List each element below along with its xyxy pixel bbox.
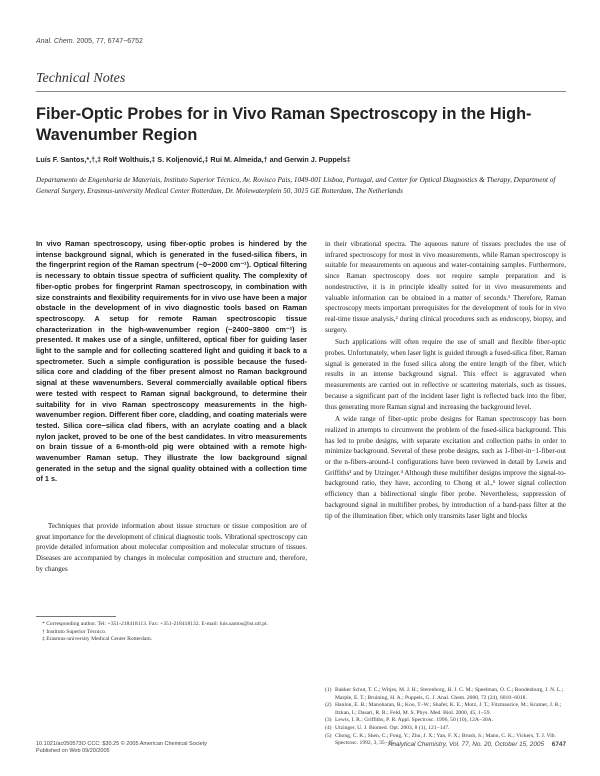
footnote-corresponding-author: * Corresponding author. Tel: +351-218418113. Fax: +351-218418132. E-mail: luis.santos@ist.utl.pt.: [42, 621, 268, 627]
reference-number: (5): [325, 732, 332, 739]
reference-text: Chong, C. K.; Shen, C.; Fong, Y.; Zhu, J. X.; Yan, F. X.; Brush, S.; Mann, C. K.; Vickers, T. J. Vib. Spectrosc. 1992, 3, 35−45.: [335, 732, 556, 747]
reference-text: Hanlon, E. B.; Manoharan, R.; Koo, T.-W.; Shafer, K. E.; Motz, J. T.; Fitzmaurice, M.; Kramer, J. R.; Itzkan, I.; Dasari, R. R.; Feld, M. S. Phys. Med. Biol. 2000, 45, 1−59.: [335, 702, 562, 716]
affiliations: Departamento de Engenharia de Materiais, Instituto Superior Técnico, Av. Rovisco Pais, 1049-001 Lisboa, Portugal, and Center for Optical Diagnostics & Therapy, Department of General Surgery, Erasmus-university Medical Center Rotterdam, Dr. Molewaterplein 50, 3015 GE Rotterdam, The Netherlands: [36, 176, 556, 195]
page-footer: [336, 741, 566, 748]
reference-item: [325, 725, 566, 733]
footnote-divider: [36, 616, 116, 617]
reference-number: (3): [325, 717, 332, 724]
journal-name: Anal. Chem.: [36, 38, 75, 45]
right-column: [325, 239, 566, 523]
reference-number: (1): [325, 687, 332, 693]
footnote-affiliation-erasmus: ‡ Erasmus-university Medical Center Rotterdam.: [42, 636, 153, 643]
reference-number: (2): [325, 702, 332, 709]
author-list: Luís F. Santos,*,†,‡ Rolf Wolthuis,‡ S. Koljenović,‡ Rui M. Almeida,† and Gerwin J. Puppels‡: [36, 155, 351, 164]
body-paragraph: in their vibrational spectra. The aqueous nature of tissues precludes the use of infrared spectroscopy for most in vivo measurements, while Raman spectroscopy is suitable for measurements on aqueous and water-containing samples. Furthermore, since Raman spectroscopy does not require sample preparation and is nondestructive, it is in principle ideally suited for in vivo measurements and valuable information can be obtained in a matter of seconds.¹ Therefore, Raman spectroscopy meets important prerequisites for the development of tools for in vivo real-time tissue analysis,² during clinical procedures such as endoscopy, biopsy, and surgery.: [325, 240, 566, 334]
reference-item: [325, 702, 566, 717]
reference-text: Lewis, I. R.; Griffiths, P. R. Appl. Spectrosc. 1996, 50 (10), 12A−30A.: [335, 717, 494, 724]
body-paragraph: Such applications will often require the use of small and flexible fiber-optic probes. Unfortunately, when laser light is guided through a fused-silica fiber, Raman signal is generated in the fused silica along the entire length of the fiber, which results in an intense background signal. This effect is aggravated when measurements are carried out in reflective or scattering materials, such as tissues, because a significant part of the incident laser light is reflected back into the fiber, thus generating more Raman signal and increasing the background level.: [325, 338, 566, 411]
footnote-affiliation-ist: † Instituto Superior Técnico.: [42, 628, 107, 635]
page-number: 6747: [551, 741, 566, 748]
publication-info: [36, 741, 207, 756]
footer-citation: Analytical Chemistry, Vol. 77, No. 20, October 15, 2005: [388, 741, 544, 748]
section-label: Technical Notes: [36, 71, 126, 86]
doi-line: 10.1021/ac050573O CCC: $30.25 © 2005 American Chemical Society: [36, 741, 207, 747]
published-date: Published on Web 09/20/2005: [36, 748, 110, 755]
abstract: In vivo Raman spectroscopy, using fiber-optic probes is hindered by the intense background signal, which is generated in the fused-silica fibers, in the fingerprint region of the Raman spectrum (~0−2000 cm⁻¹). Optical filtering is necessary to obtain tissue spectra of sufficient quality. The complexity of fiber-optic probes for fingerprint Raman spectroscopy, in combination with size constraints and flexibility requirements for in vivo use have been a major obstacle in the development of in vivo diagnostic tools based on Raman spectroscopy. A setup for remote Raman spectroscopic tissue characterization in the high-wavenumber region (~2400−3800 cm⁻¹) is presented. It makes use of a single, unfiltered, optical fiber for guiding laser light to the sample and for collecting scattered light and guiding it back to a spectrometer. Such a simple configuration is possible because the fused-silica core and cladding of the fiber present almost no Raman background signal at these wavenumbers. Several commercially available optical fibers were tested with respect to Raman signal background, to determine their suitability for in vivo Raman spectroscopy measurements in the high-wavenumber region. Different fiber core, cladding, and coating materials were tested. Silica core−silica clad fibers, with an acrylate coating and a black nylon jacket, proved to be one of the best candidates. In vitro measurements on brain tissue of a 6-month-old pig were obtained with a remote high-wavenumber Raman setup. They illustrate the low background signal generated in the setup and the signal quality obtained with a collection time of 1 s.: [36, 239, 307, 484]
journal-year-volume-pages: 2005, 77, 6747−6752: [76, 38, 143, 45]
reference-text: Bakker Schut, T. C.; Witjes, M. J. H.; Sterenborg, H. J. C. M.; Speelman, O. C.; Roodenburg, J. N. L.; Marple, E. T.; Bruining, H. A.; Puppels, G. J. Anal. Chem. 2000, 72 (24), 6010−6018.: [335, 687, 564, 701]
reference-item: [325, 717, 566, 725]
footnotes: [36, 621, 307, 644]
intro-paragraph: Techniques that provide information about tissue structure or tissue composition are of great importance for the development of clinical diagnostic tools. Vibrational spectroscopy can provide detailed information about molecular composition and molecular structure of tissues. Diseases are accompanied by changes in molecular composition and structure and, therefore, by changes: [36, 522, 307, 573]
reference-number: (4): [325, 724, 332, 731]
reference-item: [325, 687, 566, 702]
reference-text: Utzinger, U. J. Biomed. Opt. 2003, 8 (1), 121−147.: [335, 724, 450, 731]
reference-list: [325, 687, 566, 748]
introduction: [36, 521, 307, 575]
journal-citation: [36, 38, 143, 45]
article-title: Fiber-Optic Probes for in Vivo Raman Spectroscopy in the High-Wavenumber Region: [36, 105, 532, 144]
body-paragraph: A wide range of fiber-optic probe designs for Raman spectroscopy has been realized in attempts to circumvent the problem of the fused-silica background. This has led to probe designs, with separate excitation and collection paths in order to minimize background. Several of these probe designs, such as 1-fiber-in−1-fiber-out or the n-fibers-around-1 configurations have been reviewed in detail by Lewis and Griffiths³ and by Utzinger.⁴ Although these multifiber designs improve the signal-to-background ratio, they have, according to Chong et al.,⁵ lower signal collection efficiency than a bidirectional single fiber probe. Nevertheless, suppression of background signal in multifiber probes, by introduction of a band-pass filter at the tip of the illumination fiber, which only transmits laser light and blocks: [325, 415, 566, 520]
section-divider: [36, 91, 566, 92]
